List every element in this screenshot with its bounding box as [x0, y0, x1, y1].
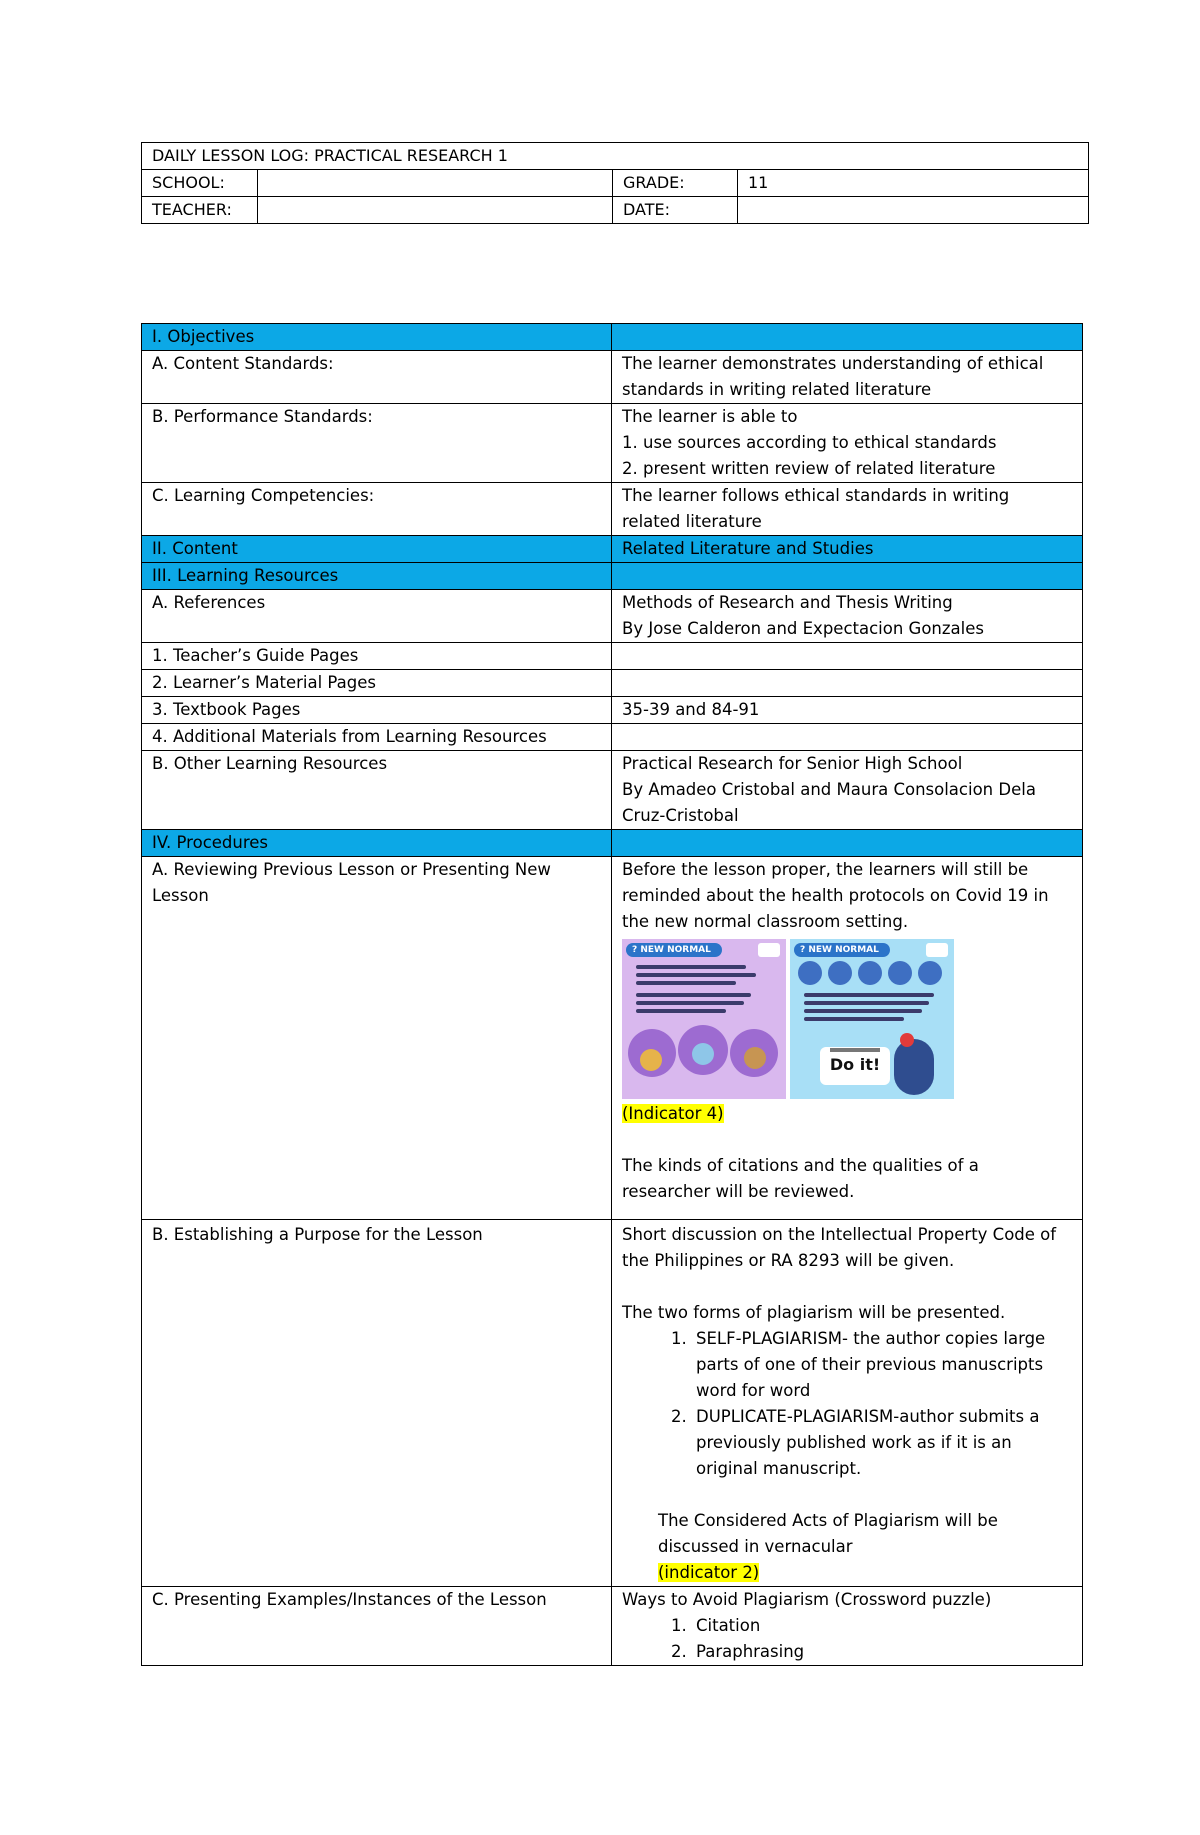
poster-1-title: ? NEW NORMAL — [626, 943, 722, 957]
poster-text-line — [636, 973, 756, 977]
competencies-label: C. Learning Competencies: — [142, 483, 612, 536]
procedure-b-text-2: The two forms of plagiarism will be presented. — [622, 1303, 1006, 1322]
textbook-row — [142, 697, 1083, 724]
grade-label: GRADE: — [613, 170, 738, 197]
procedure-b-value — [612, 1220, 1083, 1587]
poster-figure — [894, 1039, 934, 1095]
procedure-b-row — [142, 1220, 1083, 1587]
poster-text-line — [804, 1017, 904, 1021]
procedure-a-label: A. Reviewing Previous Lesson or Presenting New Lesson — [142, 857, 612, 1220]
teacher-row — [142, 197, 1089, 224]
other-resources-label: B. Other Learning Resources — [142, 751, 612, 830]
procedure-b-label: B. Establishing a Purpose for the Lesson — [142, 1220, 612, 1587]
procedure-b-text-3: The Considered Acts of Plagiarism will be discussed in vernacular — [658, 1511, 998, 1556]
list-item: 2. Paraphrasing — [692, 1639, 1072, 1665]
covid-posters — [622, 939, 1072, 1099]
poster-text-line — [804, 993, 934, 997]
poster-2-title: ? NEW NORMAL — [794, 943, 890, 957]
performance-standards-label: B. Performance Standards: — [142, 404, 612, 483]
section-resources-empty — [612, 563, 1083, 590]
references-line: By Jose Calderon and Expectacion Gonzales — [622, 619, 984, 638]
poster-face — [828, 961, 852, 985]
textbook-label: 3. Textbook Pages — [142, 697, 612, 724]
additional-materials-row — [142, 724, 1083, 751]
procedure-c-text: Ways to Avoid Plagiarism (Crossword puzzle) — [622, 1590, 992, 1609]
poster-figure — [692, 1043, 714, 1065]
indicator-2: (indicator 2) — [658, 1563, 760, 1582]
school-value — [258, 170, 613, 197]
new-normal-poster-1 — [622, 939, 786, 1099]
header-title-row — [142, 143, 1089, 170]
poster-text-line — [636, 993, 751, 997]
poster-text-line — [804, 1001, 929, 1005]
section-resources — [142, 563, 1083, 590]
spacer — [622, 1127, 1072, 1153]
poster-face — [798, 961, 822, 985]
procedure-b-text-1: Short discussion on the Intellectual Property Code of the Philippines or RA 8293 will be given. — [622, 1225, 1057, 1270]
poster-face — [888, 961, 912, 985]
section-objectives-empty — [612, 324, 1083, 351]
new-normal-poster-2 — [790, 939, 954, 1099]
section-procedures — [142, 830, 1083, 857]
poster-figure — [640, 1049, 662, 1071]
poster-logo-icon — [758, 943, 780, 957]
additional-materials-value — [612, 724, 1083, 751]
section-content-value: Related Literature and Studies — [612, 536, 1083, 563]
procedure-c-value — [612, 1587, 1083, 1666]
section-objectives — [142, 324, 1083, 351]
date-value — [738, 197, 1089, 224]
section-procedures-label: IV. Procedures — [142, 830, 612, 857]
performance-line: The learner is able to — [622, 407, 798, 426]
performance-line: 1. use sources according to ethical standards — [622, 433, 997, 452]
header-table — [141, 142, 1089, 224]
avoid-plagiarism-list — [622, 1613, 1072, 1665]
content-standards-label: A. Content Standards: — [142, 351, 612, 404]
poster-figure — [900, 1033, 914, 1047]
teachers-guide-label: 1. Teacher’s Guide Pages — [142, 643, 612, 670]
other-resources-value — [612, 751, 1083, 830]
date-label: DATE: — [613, 197, 738, 224]
poster-text-line — [636, 981, 736, 985]
spacer — [622, 1274, 1072, 1300]
other-resources-line: Practical Research for Senior High School — [622, 754, 963, 773]
references-label: A. References — [142, 590, 612, 643]
school-label: SCHOOL: — [142, 170, 258, 197]
poster-cta — [820, 1047, 890, 1085]
header-title: DAILY LESSON LOG: PRACTICAL RESEARCH 1 — [142, 143, 1089, 170]
lesson-table — [141, 323, 1083, 1666]
references-line: Methods of Research and Thesis Writing — [622, 593, 953, 612]
poster-figure — [744, 1047, 766, 1069]
teacher-value — [258, 197, 613, 224]
teachers-guide-value — [612, 643, 1083, 670]
other-resources-line: By Amadeo Cristobal and Maura Consolacion Dela Cruz-Cristobal — [622, 780, 1036, 825]
learners-material-label: 2. Learner’s Material Pages — [142, 670, 612, 697]
content-standards-row — [142, 351, 1083, 404]
performance-line: 2. present written review of related literature — [622, 459, 996, 478]
additional-materials-label: 4. Additional Materials from Learning Resources — [142, 724, 612, 751]
other-resources-row — [142, 751, 1083, 830]
list-item: 2. DUPLICATE-PLAGIARISM-author submits a previously published work as if it is an original manuscript. — [692, 1404, 1072, 1482]
spacer — [622, 1482, 1072, 1508]
procedure-a-text: Before the lesson proper, the learners will still be reminded about the health protocols on Covid 19 in the new normal classroom setting. — [622, 860, 1049, 931]
section-objectives-label: I. Objectives — [142, 324, 612, 351]
indicator-4-line — [622, 1101, 1072, 1127]
references-row — [142, 590, 1083, 643]
section-content — [142, 536, 1083, 563]
procedure-a-value — [612, 857, 1083, 1220]
poster-text-line — [804, 1009, 922, 1013]
poster-logo-icon — [926, 943, 948, 957]
procedure-a-row — [142, 857, 1083, 1220]
procedure-c-label: C. Presenting Examples/Instances of the Lesson — [142, 1587, 612, 1666]
poster-text-line — [636, 1001, 744, 1005]
poster-face — [858, 961, 882, 985]
school-row — [142, 170, 1089, 197]
procedure-c-row — [142, 1587, 1083, 1666]
plagiarism-forms-list — [622, 1326, 1072, 1482]
poster-text-line — [636, 965, 746, 969]
references-value — [612, 590, 1083, 643]
procedure-a-text-2: The kinds of citations and the qualities of a researcher will be reviewed. — [622, 1156, 979, 1201]
list-item: 1. Citation — [692, 1613, 1072, 1639]
teachers-guide-row — [142, 643, 1083, 670]
performance-standards-row — [142, 404, 1083, 483]
performance-standards-value — [612, 404, 1083, 483]
section-procedures-empty — [612, 830, 1083, 857]
grade-value: 11 — [738, 170, 1089, 197]
section-content-label: II. Content — [142, 536, 612, 563]
list-item: 1. SELF-PLAGIARISM- the author copies large parts of one of their previous manuscripts word for word — [692, 1326, 1072, 1404]
poster-text-line — [636, 1009, 726, 1013]
indicator-4: (Indicator 4) — [622, 1104, 724, 1123]
section-resources-label: III. Learning Resources — [142, 563, 612, 590]
content-standards-value: The learner demonstrates understanding of ethical standards in writing related literature — [612, 351, 1083, 404]
indicator-2-line — [622, 1560, 1072, 1586]
poster-2-cta: Do it! — [829, 1055, 881, 1074]
competencies-value: The learner follows ethical standards in writing related literature — [612, 483, 1083, 536]
teacher-label: TEACHER: — [142, 197, 258, 224]
learners-material-value — [612, 670, 1083, 697]
poster-cta-subline — [830, 1048, 880, 1052]
competencies-row — [142, 483, 1083, 536]
learners-material-row — [142, 670, 1083, 697]
textbook-value: 35-39 and 84-91 — [612, 697, 1083, 724]
poster-face — [918, 961, 942, 985]
